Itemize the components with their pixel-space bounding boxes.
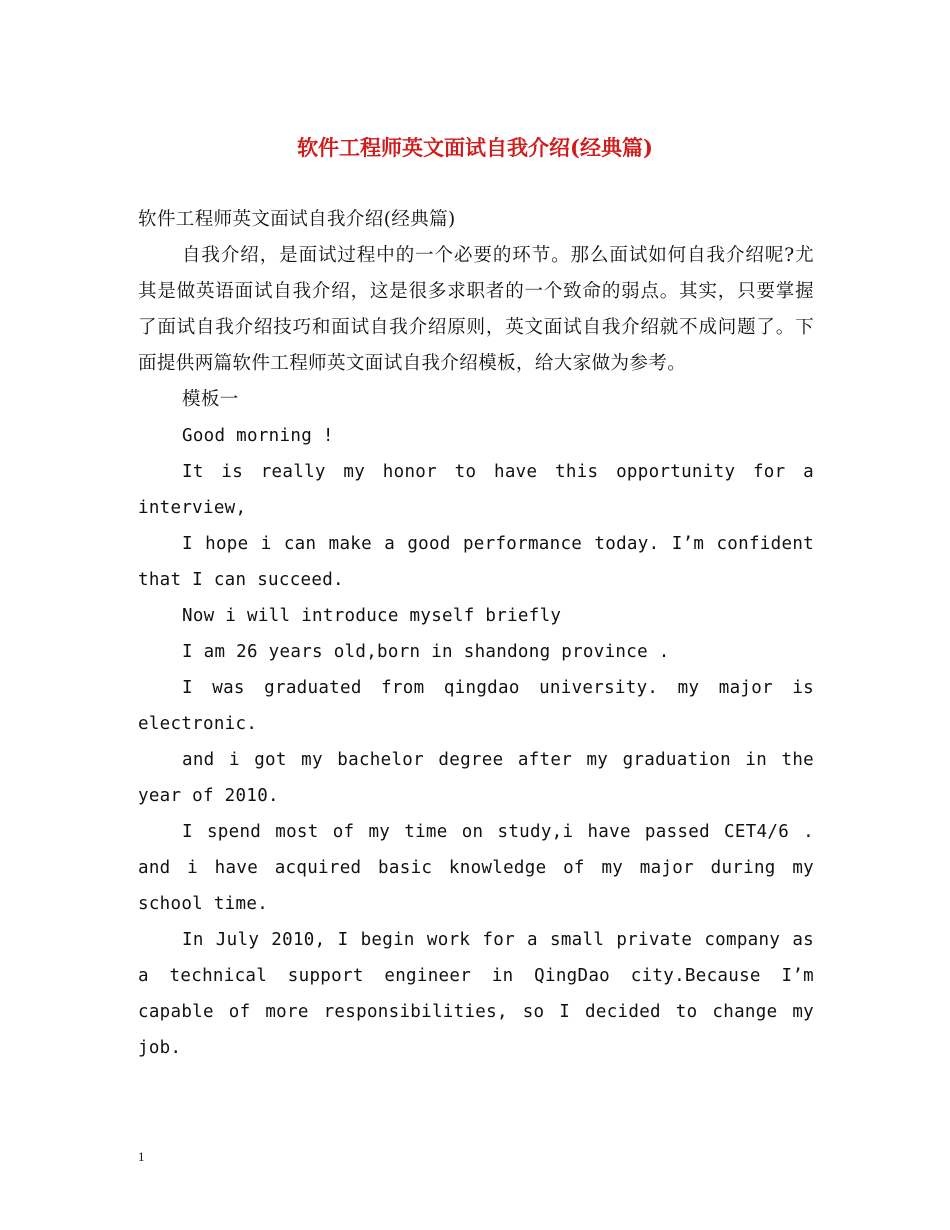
document-title: 软件工程师英文面试自我介绍(经典篇) [297,135,653,160]
age-paragraph: I am 26 years old,born in shandong province . [182,642,670,662]
greeting-paragraph: Good morning ! [182,426,334,446]
document-body [138,202,814,1066]
study-paragraph: I spend most of my time on study,i have passed CET4/6 . and i have acquired basic knowledge of my major during my school time. [138,822,814,914]
degree-paragraph: and i got my bachelor degree after my graduation in the year of 2010. [138,750,814,806]
page-number: 1 [138,1149,145,1164]
intro-paragraph: 自我介绍，是面试过程中的一个必要的环节。那么面试如何自我介绍呢?尤其是做英语面试自我介绍，这是很多求职者的一个致命的弱点。其实，只要掌握了面试自我介绍技巧和面试自我介绍原则，英文面试自我介绍就不成问题了。下面提供两篇软件工程师英文面试自我介绍模板，给大家做为参考。 [138,245,814,374]
honor-paragraph: It is really my honor to have this opportunity for a interview, [138,462,814,518]
work-paragraph: In July 2010, I begin work for a small private company as a technical support engineer in QingDao city.Because I’m capable of more responsibilities, so I decided to change my job. [138,930,814,1058]
subtitle-paragraph: 软件工程师英文面试自我介绍(经典篇) [138,209,456,230]
performance-paragraph: I hope i can make a good performance today. I’m confident that I can succeed. [138,534,814,590]
graduation-paragraph: I was graduated from qingdao university. my major is electronic. [138,678,814,734]
template-heading: 模板一 [182,389,239,410]
introduce-paragraph: Now i will introduce myself briefly [182,606,562,626]
